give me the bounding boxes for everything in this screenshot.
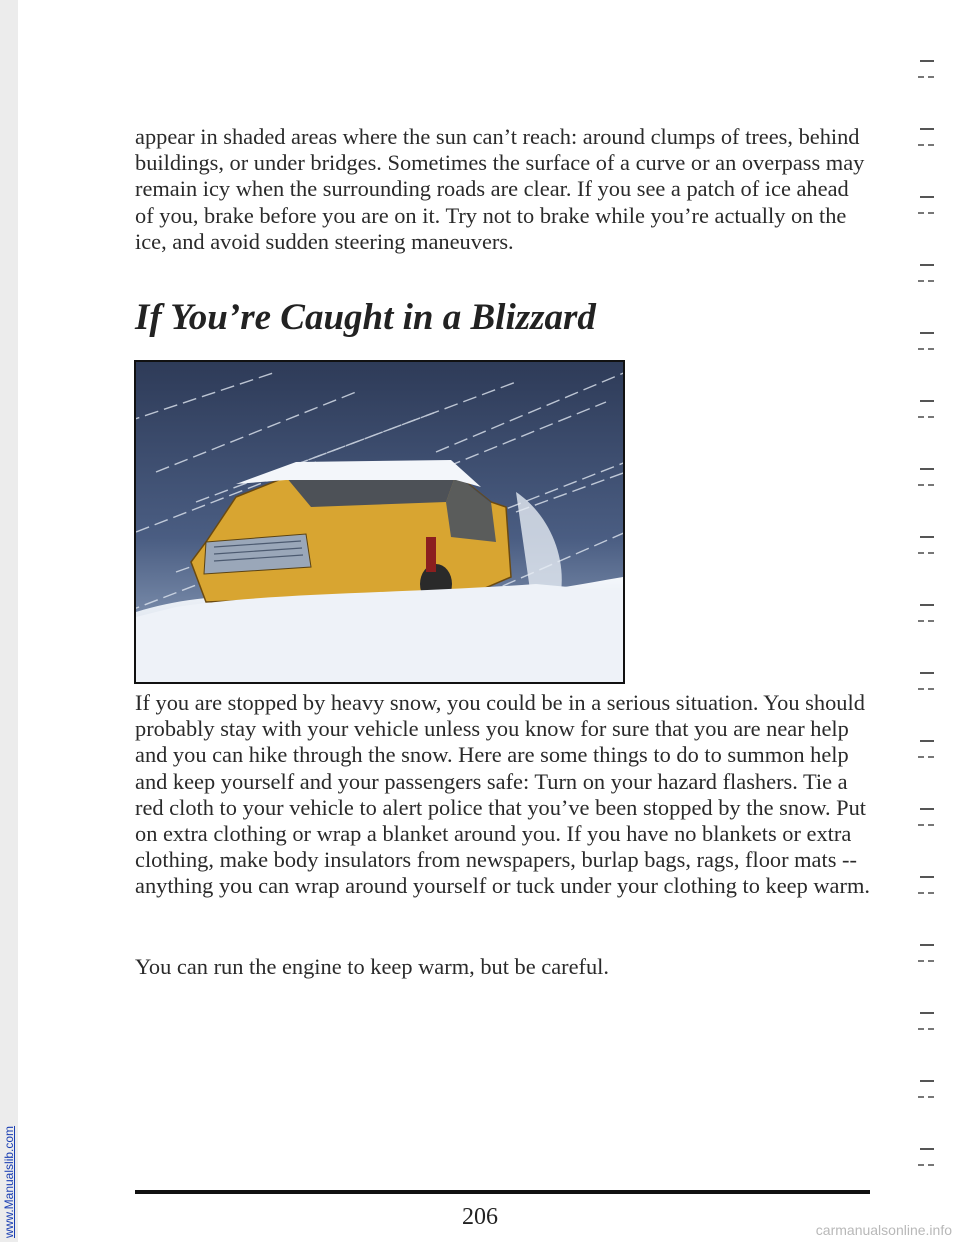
footer-rule <box>135 1190 870 1194</box>
watermark-text: carmanualsonline.info <box>815 1222 952 1238</box>
download-source-banner <box>0 0 18 1242</box>
paragraph-ice-patches: appear in shaded areas where the sun can’t reach: around clumps of trees, behind buildings, or under bridges. Sometimes the surface of a curve or an overpass may remain icy when the surrounding roads are clear. If you see a patch of ice ahead of you, brake before you are on it. Try not to brake while you’re actually on the ice, and avoid sudden steering maneuvers. <box>135 124 865 254</box>
paragraph-run-engine: You can run the engine to keep warm, but be careful. <box>135 954 609 979</box>
blizzard-car-illustration <box>134 360 625 684</box>
manualslib-link[interactable]: www.Manualslib.com <box>2 1125 16 1238</box>
index-tab-marks <box>918 60 938 1180</box>
page-number: 206 <box>462 1204 498 1230</box>
section-heading-blizzard: If You’re Caught in a Blizzard <box>135 297 596 338</box>
paragraph-stopped-by-snow: If you are stopped by heavy snow, you could be in a serious situation. You should probably stay with your vehicle unless you know for sure that you are near help and you can hike through the snow. Here are some things to do to summon help and keep yourself and your passengers safe: Turn on your hazard flashers. Tie a red cloth to your vehicle to alert police that you’ve been stopped by the snow. Put on extra clothing or wrap a blanket around you. If you have no blankets or extra clothing, make body insulators from newspapers, burlap bags, rags, floor mats -- anything you can wrap around yourself or tuck under your clothing to keep warm. <box>135 690 870 899</box>
